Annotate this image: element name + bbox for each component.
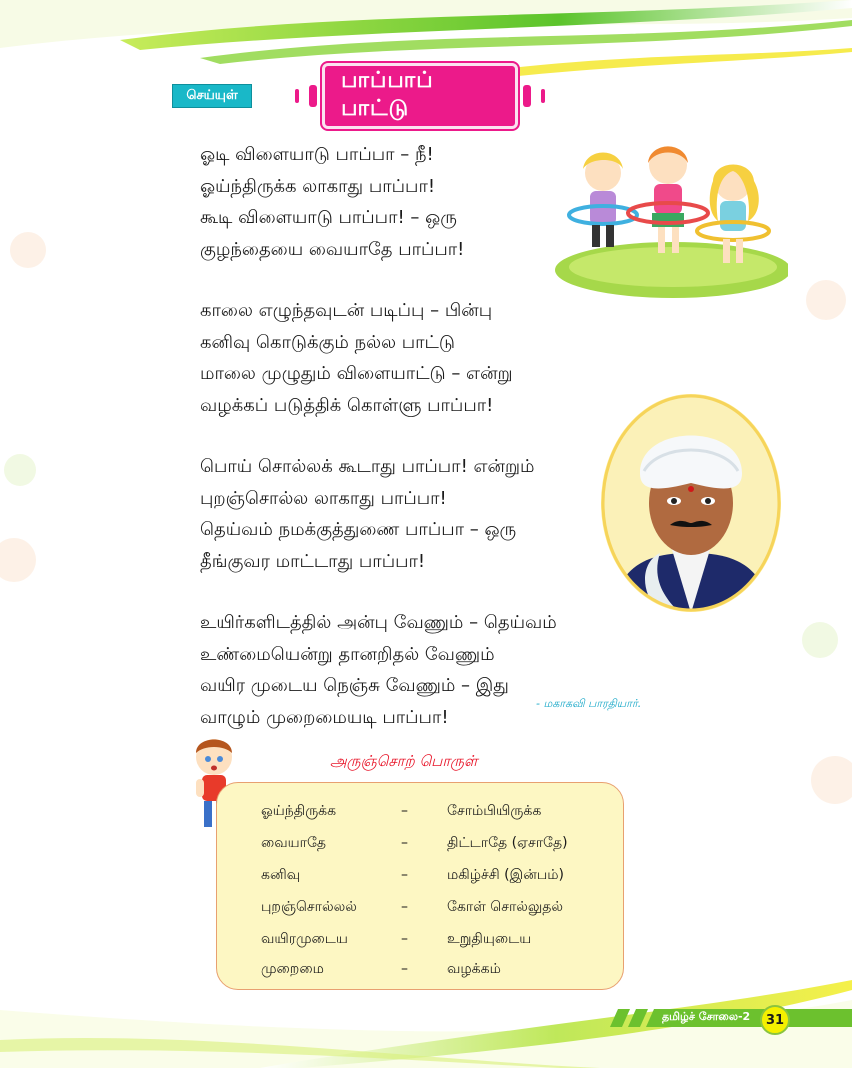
glossary-word: புறஞ்சொல்லல் bbox=[261, 899, 357, 915]
poem-line: உயிர்களிடத்தில் அன்பு வேணும் – தெய்வம் bbox=[200, 612, 557, 633]
glossary-dash: – bbox=[401, 899, 408, 915]
stanza bbox=[200, 295, 620, 421]
glossary-dash: – bbox=[401, 803, 408, 819]
page-number: 31 bbox=[760, 1005, 790, 1035]
footer-book-title: தமிழ்ச் சோலை-2 bbox=[662, 1010, 751, 1023]
glossary-title: அருஞ்சொற் பொருள் bbox=[330, 752, 478, 770]
page-title: பாப்பாப் பாட்டு bbox=[322, 63, 518, 129]
poet-portrait bbox=[600, 393, 782, 613]
poem-line: பொய் சொல்லக் கூடாது பாப்பா! என்றும் bbox=[200, 456, 535, 477]
glossary-meaning: கோள் சொல்லுதல் bbox=[447, 899, 564, 915]
glossary-meaning: மகிழ்ச்சி (இன்பம்) bbox=[447, 867, 564, 883]
glossary-dash: – bbox=[401, 961, 408, 977]
poem-line: தெய்வம் நமக்குத்துணை பாப்பா – ஒரு bbox=[200, 519, 517, 540]
glossary-word: ஓய்ந்திருக்க bbox=[261, 803, 337, 819]
poem-line: ஓய்ந்திருக்க லாகாது பாப்பா! bbox=[200, 175, 436, 197]
title-banner bbox=[290, 68, 550, 121]
poem-line: கனிவு கொடுக்கும் நல்ல பாட்டு bbox=[200, 331, 455, 353]
poem-author: - மகாகவி பாரதியார். bbox=[536, 697, 642, 710]
banner-cap-right bbox=[523, 85, 531, 107]
poem-line: புறஞ்சொல்ல லாகாது பாப்பா! bbox=[200, 487, 447, 509]
poem-line: வாழும் முறைமையடி பாப்பா! bbox=[200, 706, 449, 728]
stanza bbox=[200, 451, 620, 577]
glossary-dash: – bbox=[401, 835, 408, 851]
poem-line: வயிர முடைய நெஞ்சு வேணும் – இது bbox=[200, 675, 509, 696]
poem-line: காலை எழுந்தவுடன் படிப்பு – பின்பு bbox=[200, 300, 493, 321]
glossary-word: வயிரமுடைய bbox=[261, 931, 348, 947]
poem-line: வழக்கப் படுத்திக் கொள்ளு பாப்பா! bbox=[200, 394, 494, 416]
glossary-meaning: உறுதியுடைய bbox=[447, 931, 532, 947]
section-tag: செய்யுள் bbox=[172, 84, 252, 108]
glossary-meaning: சோம்பியிருக்க bbox=[447, 803, 542, 819]
glossary-word: முறைமை bbox=[261, 961, 324, 977]
glossary-meaning: திட்டாதே (ஏசாதே) bbox=[447, 835, 568, 851]
poem-line: குழந்தையை வையாதே பாப்பா! bbox=[200, 238, 465, 260]
glossary-box bbox=[216, 782, 624, 990]
banner-cap-right-thin bbox=[541, 89, 545, 103]
glossary-meaning: வழக்கம் bbox=[447, 961, 501, 977]
children-playing-illustration bbox=[548, 135, 788, 305]
banner-cap-left-thin bbox=[295, 89, 299, 103]
glossary-dash: – bbox=[401, 867, 408, 883]
stanza bbox=[200, 607, 620, 733]
poem-line: தீங்குவர மாட்டாது பாப்பா! bbox=[200, 550, 426, 572]
poem-line: உண்மையென்று தானறிதல் வேணும் bbox=[200, 643, 495, 665]
glossary-dash: – bbox=[401, 931, 408, 947]
glossary-word: வையாதே bbox=[261, 835, 327, 851]
poem-line: கூடி விளையாடு பாப்பா! – ஒரு bbox=[200, 207, 457, 228]
glossary-word: கனிவு bbox=[261, 867, 301, 883]
poem-line: மாலை முழுதும் விளையாட்டு – என்று bbox=[200, 363, 513, 384]
poem-line: ஓடி விளையாடு பாப்பா – நீ! bbox=[200, 144, 434, 165]
banner-cap-left bbox=[309, 85, 317, 107]
